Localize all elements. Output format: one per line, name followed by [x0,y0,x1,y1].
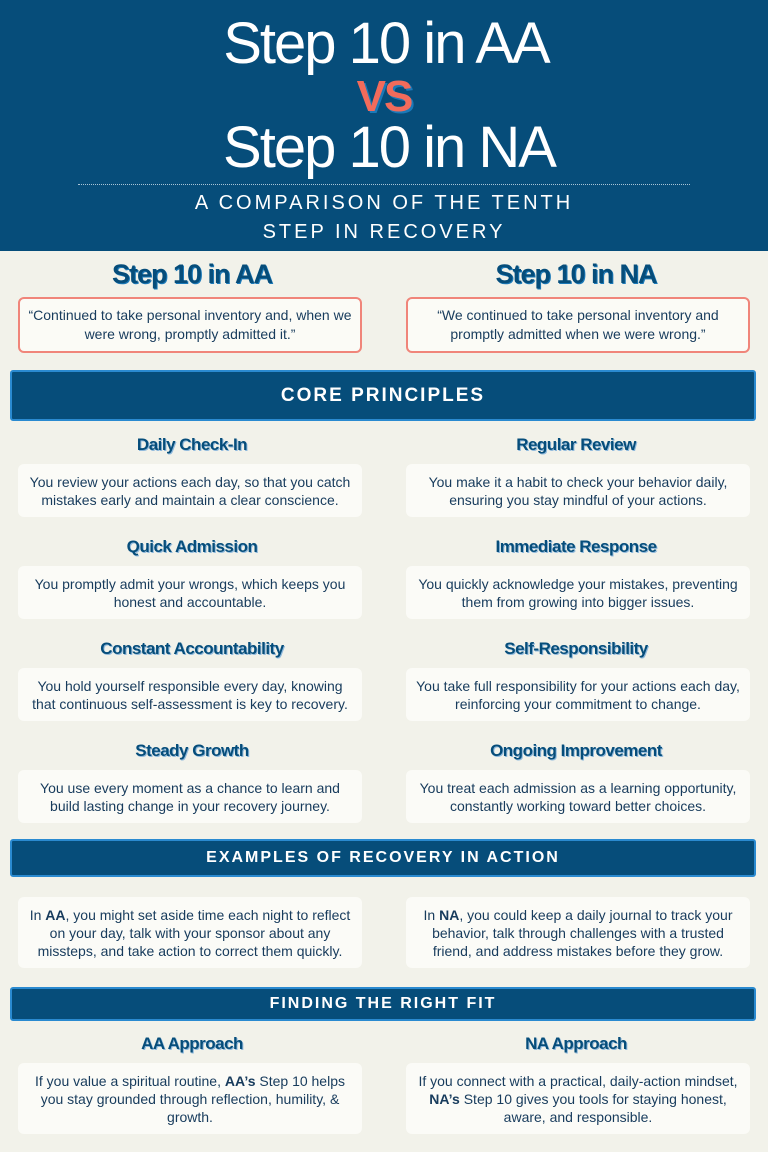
na-principle-text: You take full responsibility for your actions each day, reinforcing your commitment to change. [406,668,750,721]
na-approach-text: If you connect with a practical, daily-action mindset, NA’s Step 10 gives you tools for staying honest, aware, and responsible. [406,1063,750,1134]
aa-principle-heading: Quick Admission [126,537,258,556]
aa-quote: “Continued to take personal inventory and, when we were wrong, promptly admitted it.” [18,297,362,353]
na-principle-text: You treat each admission as a learning opportunity, constantly working toward better choices. [406,770,750,823]
na-principle-text: You make it a habit to check your behavior daily, ensuring you stay mindful of your actions. [406,464,750,517]
subtitle-line-1: A COMPARISON OF THE TENTH [194,192,574,214]
aa-approach-text: If you value a spiritual routine, AA’s Step 10 helps you stay grounded through reflection, humility, & growth. [18,1063,362,1134]
na-principle-text: You quickly acknowledge your mistakes, preventing them from growing into bigger issues. [406,566,750,619]
na-principle-heading: Regular Review [516,435,636,454]
title-line-1: Step 10 in AA [223,11,549,76]
na-example: In NA, you could keep a daily journal to track your behavior, talk through challenges with a trusted friend, and address mistakes before they grow. [406,897,750,968]
divider [78,184,690,185]
aa-principle-heading: Constant Accountability [100,639,284,658]
title-line-2: Step 10 in NA [223,115,555,180]
core-principles-bar: CORE PRINCIPLES [10,370,756,421]
na-approach-heading: NA Approach [525,1034,627,1053]
na-principle-heading: Immediate Response [495,537,657,556]
aa-principle-text: You promptly admit your wrongs, which keeps you honest and accountable. [18,566,362,619]
right-fit-bar: FINDING THE RIGHT FIT [10,987,756,1021]
header-banner [0,0,768,251]
aa-principle-heading: Daily Check-In [136,435,248,454]
vs-label: VS [356,72,412,121]
subtitle-line-2: STEP IN RECOVERY [262,221,506,243]
na-quote: “We continued to take personal inventory and promptly admitted when we were wrong.” [406,297,750,353]
aa-approach-heading: AA Approach [141,1034,243,1053]
aa-principle-text: You hold yourself responsible every day, knowing that continuous self-assessment is key to recovery. [18,668,362,721]
na-column-title: Step 10 in NA [495,259,657,289]
aa-principle-text: You review your actions each day, so that you catch mistakes early and maintain a clear conscience. [18,464,362,517]
examples-bar: EXAMPLES OF RECOVERY IN ACTION [10,839,756,877]
aa-column-title: Step 10 in AA [111,259,273,289]
na-principle-heading: Ongoing Improvement [490,741,662,760]
aa-principle-heading: Steady Growth [135,741,249,760]
aa-principle-text: You use every moment as a chance to learn and build lasting change in your recovery journey. [18,770,362,823]
aa-example: In AA, you might set aside time each night to reflect on your day, talk with your sponsor about any missteps, and take action to correct them quickly. [18,897,362,968]
na-principle-heading: Self-Responsibility [504,639,648,658]
